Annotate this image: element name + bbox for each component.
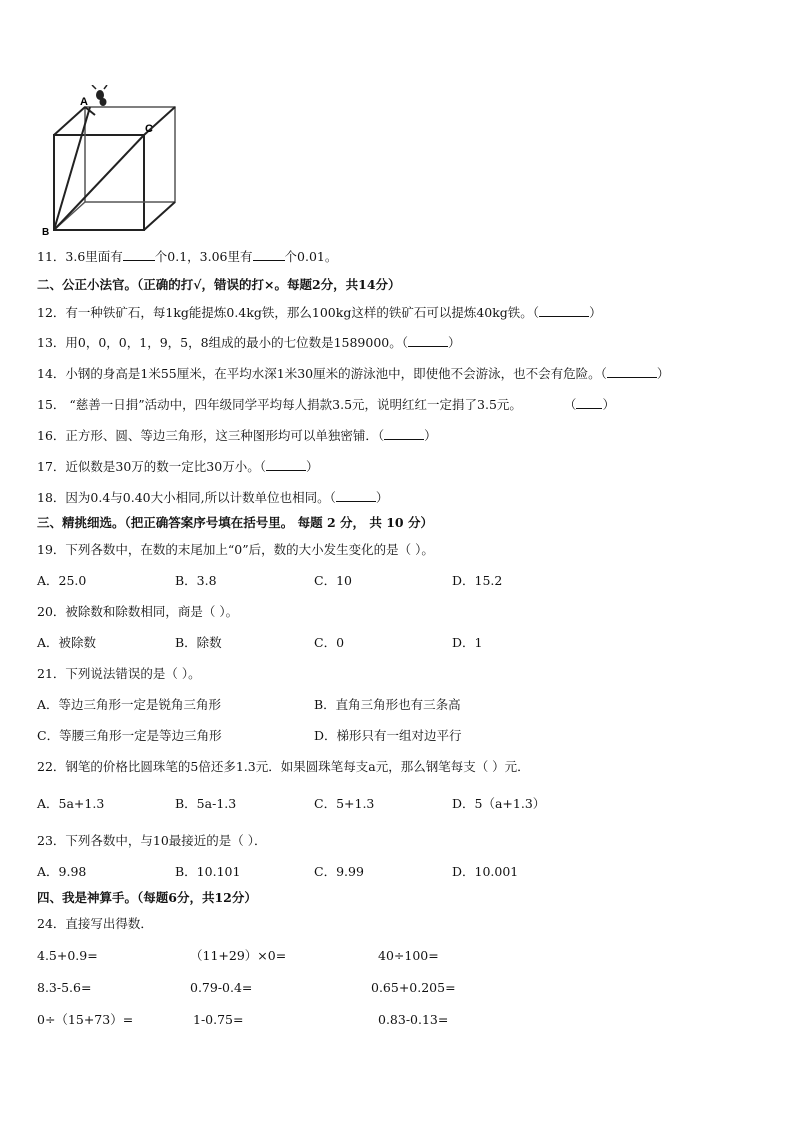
question-23: 23．下列各数中，与10最接近的是（ ）． <box>37 833 267 848</box>
q21-option-a[interactable]: A．等边三角形一定是锐角三角形 <box>37 697 222 712</box>
q11-part-a: 11．3.6里面有 <box>37 249 123 264</box>
q20-option-c[interactable]: C．0 <box>314 635 345 650</box>
calc-item: 0.83-0.13= <box>378 1012 449 1027</box>
q14-answer[interactable] <box>607 366 657 378</box>
q15-close: ） <box>602 397 615 412</box>
calc-item: 40÷100= <box>378 948 439 963</box>
question-21: 21．下列说法错误的是（ ）。 <box>37 666 201 681</box>
calc-item: （11+29）×0= <box>190 948 287 963</box>
q13-answer[interactable] <box>408 335 448 347</box>
q16-close: ） <box>424 428 437 443</box>
q19-option-d[interactable]: D．15.2 <box>452 573 503 588</box>
q14-close: ） <box>656 366 670 381</box>
q18-text: 18．因为0.4与0.40大小相同,所以计数单位也相同。（ <box>37 490 336 505</box>
q20-option-d[interactable]: D．1 <box>452 635 483 650</box>
q21-option-d[interactable]: D．梯形只有一组对边平行 <box>314 728 462 743</box>
q20-option-b[interactable]: B．除数 <box>175 635 222 650</box>
ant-icon <box>92 85 107 106</box>
section-4-heading: 四、我是神算手。（每题6分，共12分） <box>37 890 257 905</box>
q12-answer[interactable] <box>539 305 589 317</box>
question-17 <box>37 459 318 475</box>
q22-option-a[interactable]: A．5a+1.3 <box>37 796 105 811</box>
q11-part-c: 个0.01。 <box>284 249 338 264</box>
q13-text: 13．用0，0，0，1，9，5，8组成的最小的七位数是1589000。（ <box>37 335 408 350</box>
q18-answer[interactable] <box>336 490 376 502</box>
q23-option-a[interactable]: A．9.98 <box>37 864 87 879</box>
q18-close: ） <box>375 490 389 505</box>
q11-blank-2[interactable] <box>253 249 285 261</box>
calc-item: 0.79-0.4= <box>190 980 253 995</box>
q21-option-c[interactable]: C．等腰三角形一定是等边三角形 <box>37 728 222 743</box>
question-11 <box>37 249 337 265</box>
label-c: C <box>145 123 153 135</box>
section-2-heading: 二、公正小法官。（正确的打√，错误的打×。每题2分，共14分） <box>37 277 401 292</box>
q21-option-b[interactable]: B．直角三角形也有三条高 <box>314 697 461 712</box>
q19-option-b[interactable]: B．3.8 <box>175 573 217 588</box>
q11-part-b: 个0.1，3.06里有 <box>154 249 253 264</box>
question-18 <box>37 490 388 506</box>
question-15 <box>37 397 615 413</box>
q12-close: ） <box>589 305 602 320</box>
calc-item: 8.3-5.6= <box>37 980 92 995</box>
q13-close: ） <box>448 335 461 350</box>
q15-open: （ <box>563 397 577 412</box>
question-13 <box>37 335 461 351</box>
q23-option-b[interactable]: B．10.101 <box>175 864 241 879</box>
calc-item: 0.65+0.205= <box>371 980 456 995</box>
q19-option-c[interactable]: C．10 <box>314 573 352 588</box>
question-24: 24．直接写出得数． <box>37 916 153 931</box>
q20-option-a[interactable]: A．被除数 <box>37 635 97 650</box>
cube-figure <box>40 85 185 235</box>
question-16 <box>37 428 437 444</box>
q17-text: 17．近似数是30万的数一定比30万小。（ <box>37 459 266 474</box>
q19-option-a[interactable]: A．25.0 <box>37 573 87 588</box>
cube-diagram <box>40 85 185 235</box>
calc-item: 1-0.75= <box>193 1012 244 1027</box>
q15-text: 15． “慈善一日捐”活动中，四年级同学平均每人捐款3.5元，说明红红一定捐了3.5元。 <box>37 397 522 412</box>
q17-answer[interactable] <box>266 459 306 471</box>
q22-option-c[interactable]: C．5+1.3 <box>314 796 375 811</box>
q15-answer[interactable] <box>576 397 602 409</box>
q14-text: 14．小钢的身高是1米55厘米，在平均水深1米30厘米的游泳池中，即使他不会游泳，也不会有危险。（ <box>37 366 607 381</box>
question-19: 19．下列各数中，在数的末尾加上“0”后，数的大小发生变化的是（ ）。 <box>37 542 434 557</box>
question-14 <box>37 366 669 382</box>
question-22: 22．钢笔的价格比圆珠笔的5倍还多1.3元．如果圆珠笔每支a元，那么钢笔每支（ ）元． <box>37 759 530 774</box>
q23-option-c[interactable]: C．9.99 <box>314 864 364 879</box>
section-3-heading: 三、精挑细选。（把正确答案序号填在括号里。 每题 2 分， 共 10 分） <box>37 515 433 530</box>
q23-option-d[interactable]: D．10.001 <box>452 864 519 879</box>
q22-option-b[interactable]: B．5a-1.3 <box>175 796 237 811</box>
q16-answer[interactable] <box>384 428 424 440</box>
label-a: A <box>80 96 88 108</box>
q12-text: 12．有一种铁矿石，每1kg能提炼0.4kg铁，那么100kg这样的铁矿石可以提炼40kg铁。（ <box>37 305 540 320</box>
q11-blank-1[interactable] <box>123 249 155 261</box>
calc-item: 4.5+0.9= <box>37 948 98 963</box>
q22-option-d[interactable]: D．5（a+1.3） <box>452 796 546 811</box>
question-20: 20．被除数和除数相同，商是（ ）。 <box>37 604 239 619</box>
calc-item: 0÷（15+73）= <box>37 1012 134 1027</box>
q17-close: ） <box>305 459 319 474</box>
label-b: B <box>42 227 50 235</box>
question-12 <box>37 305 602 321</box>
q16-text: 16．正方形、圆、等边三角形，这三种图形均可以单独密铺．（ <box>37 428 385 443</box>
